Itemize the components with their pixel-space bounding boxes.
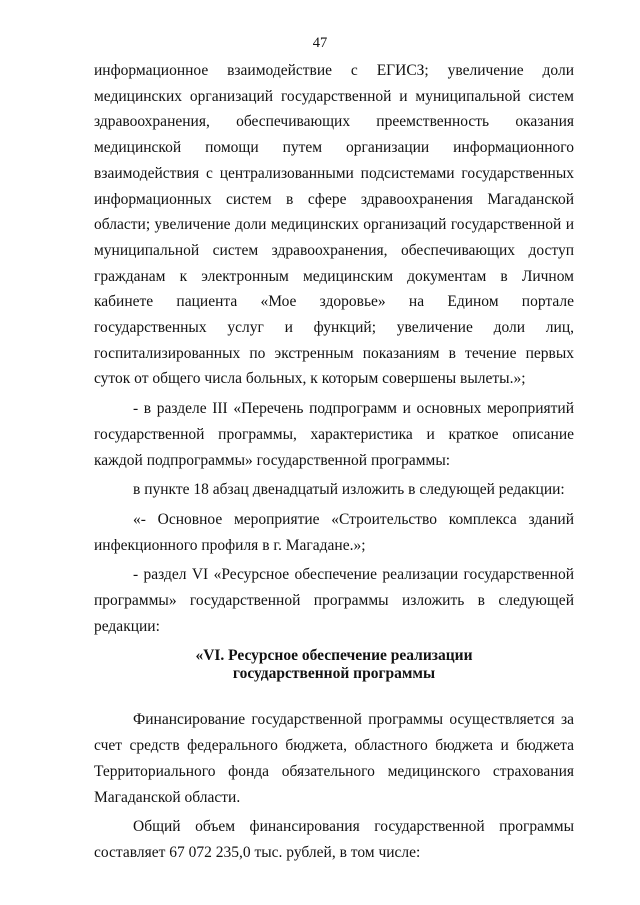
paragraph-item-18: в пункте 18 абзац двенадцатый изложить в следующей редакции: <box>133 481 565 499</box>
paragraph-continuation: информационное взаимодействие с ЕГИСЗ; увеличение доли медицинских организаций государственной и муниципальной систем здравоохранения, обеспечивающих преемственность оказания медицинской помощи путем организации информационного взаимодействия с централизованными подсистемами государственных информационных систем в сфере здравоохранения Магаданской области; увеличение доли медицинских организаций государственной и муниципальной систем здравоохранения, обеспечивающих доступ гражданам к электронным медицинским документам в Личном кабинете пациента «Мое здоровье» на Едином портале государственных услуг и функций; увеличение доли лиц, госпитализированных по экстренным показаниям в течение первых суток от общего числа больных, к которым совершены вылеты.»; <box>94 62 574 388</box>
page-number: 47 <box>312 35 328 51</box>
section-heading-line-1: «VI. Ресурсное обеспечение реализации <box>195 647 473 665</box>
section-heading-line-2: государственной программы <box>232 665 436 683</box>
document-body <box>94 58 574 866</box>
section-heading <box>94 647 574 683</box>
paragraph-section-3: - в разделе III «Перечень подпрограмм и основных мероприятий государственной программы, характеристика и краткое описание каждой подпрограммы» государственной программы: <box>94 400 574 469</box>
paragraph-financing: Финансирование государственной программы осуществляется за счет средств федерального бюджета, областного бюджета и бюджета Территориального фонда обязательного медицинского страхования Магаданской области. <box>94 711 574 806</box>
paragraph-total-volume: Общий объем финансирования государственной программы составляет 67 072 235,0 тыс. рублей, в том числе: <box>94 818 574 861</box>
paragraph-section-6: - раздел VI «Ресурсное обеспечение реализации государственной программы» государственной программы изложить в следующей редакции: <box>94 566 574 635</box>
paragraph-main-activity: «- Основное мероприятие «Строительство комплекса зданий инфекционного профиля в г. Магадане.»; <box>94 510 574 554</box>
